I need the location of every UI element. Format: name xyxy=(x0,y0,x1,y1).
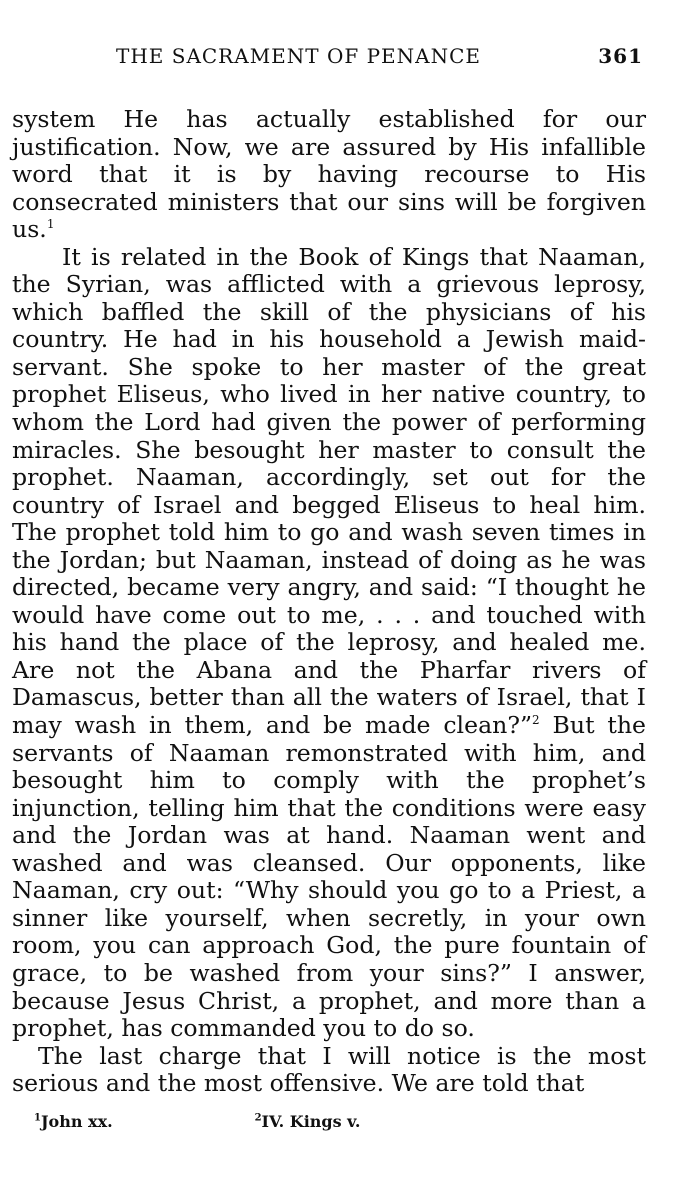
paragraph-2-text: It is related in the Book of Kings that Naaman, the Syrian, was afflicted with a grievous leprosy, which baffled the skill of the physicians of his country. He had in his household a Jewish maid-servant. She spoke to her master of the great prophet Eliseus, who lived in her native country, to whom the Lord had given the power of performing miracles. She besought her master to consult the prophet. Naaman, accordingly, set out for the country of Israel and begged Eliseus to heal him. The prophet told him to go and wash seven times in the Jordan; but Naaman, instead of doing as he was directed, became very angry, and said: “I thought he would have come out to me, . . . and touched with his hand the place of the leprosy, and healed me. Are not the Abana and the Pharfar rivers of Damascus, better than all the waters of Israel, that I may wash in them, and be made clean?” xyxy=(12,242,646,740)
paragraph-last-charge xyxy=(12,1043,646,1098)
paragraph-3-text: The last charge that I will notice is the most serious and the most offensive. We are told that xyxy=(12,1041,646,1098)
footnote-1 xyxy=(34,1112,249,1131)
footnote-ref-2: 2 xyxy=(532,713,540,728)
footnote-1-text: John xx. xyxy=(40,1112,113,1131)
footnote-2-text: IV. Kings v. xyxy=(261,1112,361,1131)
paragraph-naaman xyxy=(12,244,646,1043)
footnote-2-mark: 2 xyxy=(254,1112,262,1124)
running-header xyxy=(0,44,695,76)
running-title: THE SACRAMENT OF PENANCE xyxy=(116,44,481,68)
page-number: 361 xyxy=(598,44,643,68)
paragraph-2-text-cont: But the servants of Naaman remonstrated with him, and besought him to comply with the prophet’s injunction, telling him that the conditions were easy and the Jordan was at hand. Naaman went and washed and was cleansed. Our opponents, like Naaman, cry out: “Why should you go to a Priest, a sinner like yourself, when secretly, in your own room, you can approach God, the pure fountain of grace, to be washed from your sins?” I answer, because Jesus Christ, a prophet, and more than a prophet, has commanded you to do so. xyxy=(12,711,647,1043)
footnote-ref-1: 1 xyxy=(46,217,55,232)
footnote-2 xyxy=(255,1112,361,1131)
paragraph-continued xyxy=(12,106,646,244)
footnote-1-mark: 1 xyxy=(34,1112,41,1124)
footnotes xyxy=(34,1112,634,1131)
paragraph-1-text: system He has actually established for our justification. Now, we are assured by His infallible word that it is by having recourse to His consecrated ministers that our sins will be forgiven us. xyxy=(12,105,646,244)
body-text xyxy=(12,106,646,1098)
